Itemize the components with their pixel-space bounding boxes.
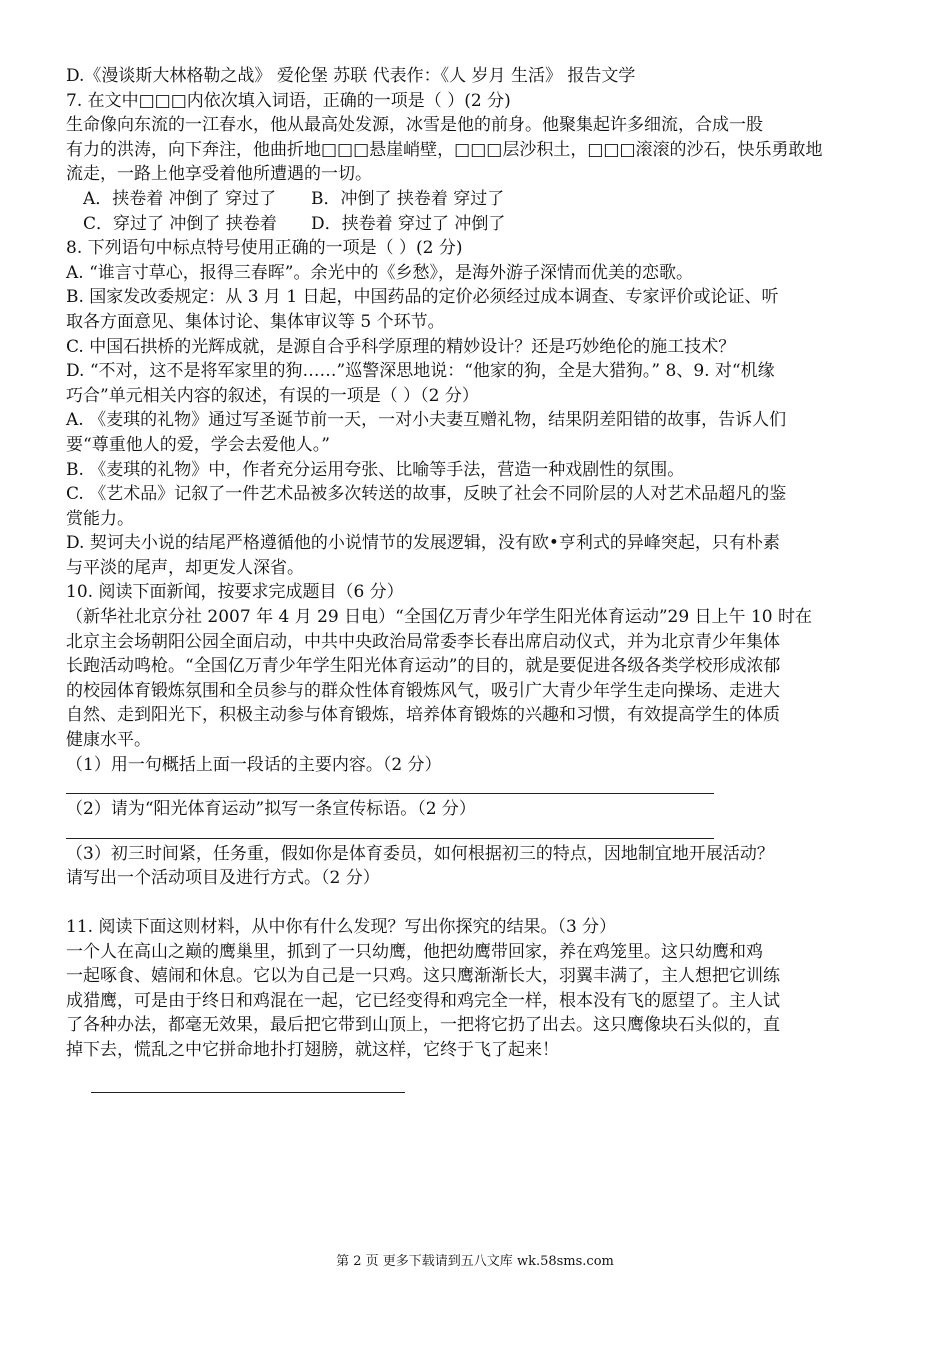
q11-passage-line: 成猎鹰，可是由于终日和鸡混在一起，它已经变得和鸡完全一样，根本没有飞的愿望了。主人试 [66,990,780,1011]
q11-passage-line: 一个人在高山之巅的鹰巢里，抓到了一只幼鹰，他把幼鹰带回家，养在鸡笼里。这只幼鹰和鸡 [66,941,763,962]
q10-sub3: （3）初三时间紧，任务重，假如你是体育委员，如何根据初三的特点，因地制宜地开展活动？ [66,843,774,864]
answer-line[interactable] [66,838,714,839]
q8-stem: 8. 下列语句中标点特号使用正确的一项是（ ）(2 分) [66,238,463,259]
q10-sub1: （1）用一句概括上面一段话的主要内容。（2 分） [66,754,442,775]
answer-line[interactable] [66,793,714,794]
q9-option-d: D. 契诃夫小说的结尾严格遵循他的小说情节的发展逻辑，没有欧•亨利式的异峰突起，只有朴素 [66,533,780,554]
q10-stem: 10. 阅读下面新闻，按要求完成题目（6 分） [66,582,404,603]
q9-option-c: C. 《艺术品》记叙了一件艺术品被多次转送的故事，反映了社会不同阶层的人对艺术品超凡的鉴 [66,484,787,505]
q8-option-b: B. 国家发改委规定：从 3 月 1 日起，中国药品的定价必须经过成本调查、专家评价或论证、听 [66,287,779,308]
q6-option-d: D.《漫谈斯大林格勒之战》 爱伦堡 苏联 代表作：《人 岁月 生活》 报告文学 [66,66,636,86]
q10-news-line: 长跑活动鸣枪。“全国亿万青少年学生阳光体育运动”的目的，就是要促进各级各类学校形成浓郁 [66,656,781,677]
q9-stem: 巧合”单元相关内容的叙述，有误的一项是（ ）（2 分） [66,385,479,406]
q7-options-row [66,212,882,237]
q7-stem: 7. 在文中□□□内依次填入词语，正确的一项是（ ）(2 分) [66,90,511,111]
q7-option-b: B．冲倒了 挟卷着 穿过了 [311,188,505,209]
q11-passage-line: 掉下去，慌乱之中它拼命地扑打翅膀，就这样，它终于飞了起来！ [66,1039,559,1060]
page-content [66,64,882,1093]
q7-passage-line: 生命像向东流的一江春水，他从最高处发源，冰雪是他的前身。他聚集起许多细流，合成一股 [66,115,763,136]
q7-option-c: C．穿过了 冲倒了 挟卷着 [83,213,277,234]
q10-news-line: 自然、走到阳光下，积极主动参与体育锻炼，培养体育锻炼的兴趣和习惯，有效提高学生的体质 [66,705,780,726]
q8-option-a: A. “谁言寸草心，报得三春晖”。余光中的《乡愁》，是海外游子深情而优美的恋歌。 [66,262,693,283]
q7-option-d: D．挟卷着 穿过了 冲倒了 [311,213,506,234]
q7-passage-line: 流走，一路上他享受着他所遭遇的一切。 [66,164,372,185]
q11-stem: 11. 阅读下面这则材料，从中你有什么发现？写出你探究的结果。（3 分） [66,917,617,937]
q9-option-a: A. 《麦琪的礼物》通过写圣诞节前一天，一对小夫妻互赠礼物，结果阴差阳错的故事，告诉人们 [66,410,787,431]
q10-news-line: 健康水平。 [66,730,151,751]
q10-sub3-cont: 请写出一个活动项目及进行方式。（2 分） [66,868,380,889]
q11-passage-line: 一起啄食、嬉闹和休息。它以为自己是一只鸡。这只鹰渐渐长大，羽翼丰满了，主人想把它训练 [66,966,780,987]
q9-option-c-cont: 赏能力。 [66,508,134,529]
page-footer: 第 2 页 更多下载请到五八文库 wk.58sms.com [336,1254,614,1269]
q10-news-line: 北京主会场朝阳公园全面启动，中共中央政治局常委李长春出席启动仪式，并为北京青少年集体 [66,631,780,652]
q11-passage-line: 了各种办法，都毫无效果，最后把它带到山顶上，一把将它扔了出去。这只鹰像块石头似的，直 [66,1015,780,1036]
q8-option-c: C. 中国石拱桥的光辉成就，是源自合乎科学原理的精妙设计？还是巧妙绝伦的施工技术？ [66,336,736,357]
answer-line[interactable] [91,1092,405,1093]
q10-sub2: （2）请为“阳光体育运动”拟写一条宣传标语。（2 分） [66,799,476,820]
q10-news-line: 的校园体育锻炼氛围和全员参与的群众性体育锻炼风气，吸引广大青少年学生走向操场、走进大 [66,680,780,701]
q9-option-a-cont: 要“尊重他人的爱，学会去爱他人。” [66,434,330,455]
q7-option-a: A．挟卷着 冲倒了 穿过了 [83,188,277,209]
q7-options-row [66,187,882,212]
q8-option-d: D. “不对，这不是将军家里的狗……”巡警深思地说：“他家的狗，全是大猎狗。” 8、9. 对“机缘 [66,361,775,382]
q8-option-b-cont: 取各方面意见、集体讨论、集体审议等 5 个环节。 [66,311,445,332]
q9-option-d-cont: 与平淡的尾声，却更发人深省。 [66,557,304,578]
q7-passage-line: 有力的洪涛，向下奔注，他曲折地□□□悬崖峭壁，□□□层沙积土，□□□滚滚的沙石，快乐勇敢地 [66,139,823,160]
spacer [66,891,882,915]
q9-option-b: B. 《麦琪的礼物》中，作者充分运用夸张、比喻等手法，营造一种戏剧性的氛围。 [66,459,685,480]
q10-news-line: （新华社北京分社 2007 年 4 月 29 日电）“全国亿万青少年学生阳光体育运动”29 日上午 10 时在 [66,607,812,628]
